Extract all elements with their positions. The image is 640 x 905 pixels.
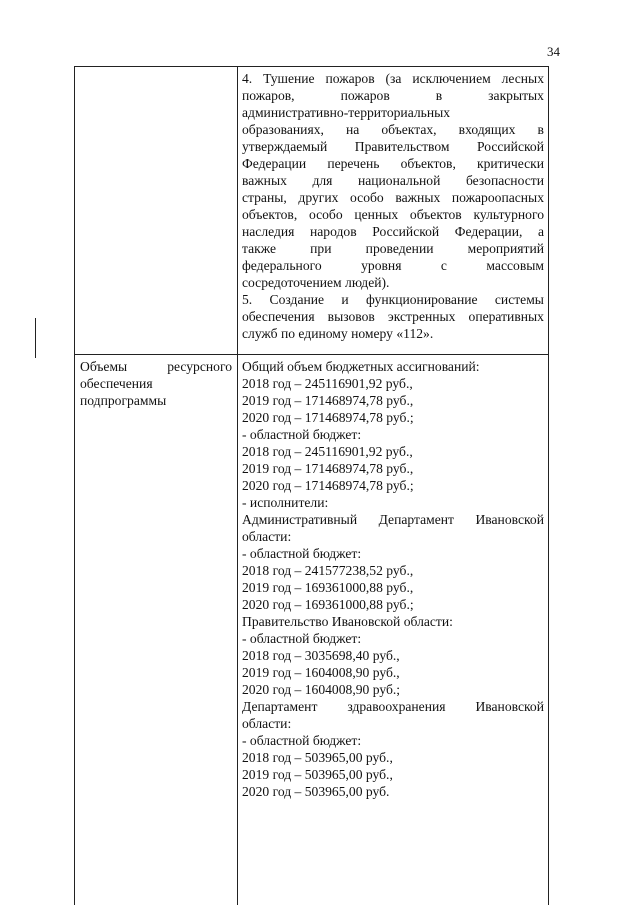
text-line: 2019 год – 169361000,88 руб.,	[242, 580, 414, 595]
text-line: сосредоточением людей).	[242, 275, 390, 290]
text-line: - областной бюджет:	[242, 546, 362, 561]
text-line: 2018 год – 503965,00 руб.,	[242, 750, 393, 765]
text-line: области:	[242, 529, 292, 544]
text-line: Объемы ресурсного	[80, 359, 232, 374]
text-line: Федерации перечень объектов, критически	[242, 156, 544, 171]
table-right-border	[548, 66, 549, 905]
text-line: страны, других особо важных пожароопасных	[242, 190, 544, 205]
table-top-border	[74, 66, 549, 67]
text-line: 2019 год – 1604008,90 руб.,	[242, 665, 400, 680]
text-line: 2020 год – 503965,00 руб.	[242, 784, 390, 799]
text-line: - областной бюджет:	[242, 631, 362, 646]
text-line: Общий объем бюджетных ассигнований:	[242, 359, 480, 374]
text-line: Правительство Ивановской области:	[242, 614, 453, 629]
text-line: федерального уровня с массовым	[242, 258, 544, 273]
text-line: утверждаемый Правительством Российской	[242, 139, 544, 154]
text-line: 5. Создание и функционирование системы	[242, 292, 544, 307]
text-line: 2018 год – 245116901,92 руб.,	[242, 444, 413, 459]
item-4-fire-fighting	[242, 70, 544, 291]
text-line: административно-территориальных	[242, 105, 451, 120]
text-line: объектов, особо ценных объектов культурного	[242, 207, 544, 222]
row2-left-cell-resource-volumes	[80, 358, 232, 409]
item-5-system-112	[242, 291, 544, 342]
text-line: наследия народов Российской Федерации, а	[242, 224, 544, 239]
text-line: Административный Департамент Ивановской	[242, 512, 544, 527]
text-line: - областной бюджет:	[242, 427, 362, 442]
text-line: 2018 год – 3035698,40 руб.,	[242, 648, 400, 663]
text-line: обеспечения вызовов экстренных оперативных	[242, 309, 544, 324]
text-line: 2018 год – 241577238,52 руб.,	[242, 563, 414, 578]
text-line: образованиях, на объектах, входящих в	[242, 122, 544, 137]
text-line: 2019 год – 171468974,78 руб.,	[242, 461, 414, 476]
text-line: подпрограммы	[80, 393, 167, 408]
text-line: 2018 год – 245116901,92 руб.,	[242, 376, 413, 391]
table-left-border	[74, 66, 75, 905]
text-line: служб по единому номеру «112».	[242, 326, 434, 341]
text-line: - исполнители:	[242, 495, 329, 510]
row2-right-cell-budget	[242, 358, 544, 800]
text-line: важных для национальной безопасности	[242, 173, 544, 188]
table-row-divider	[74, 354, 549, 355]
text-line: - областной бюджет:	[242, 733, 362, 748]
document-table	[74, 66, 549, 905]
text-line: 2020 год – 169361000,88 руб.;	[242, 597, 414, 612]
text-line: также при проведении мероприятий	[242, 241, 544, 256]
text-line: 2020 год – 171468974,78 руб.;	[242, 478, 414, 493]
margin-mark	[35, 318, 36, 358]
text-line: области:	[242, 716, 292, 731]
text-line: 2019 год – 503965,00 руб.,	[242, 767, 393, 782]
text-line: 4. Тушение пожаров (за исключением лесных	[242, 71, 544, 86]
text-line: Департамент здравоохранения Ивановской	[242, 699, 544, 714]
table-column-divider	[237, 66, 238, 905]
text-line: 2020 год – 171468974,78 руб.;	[242, 410, 414, 425]
row1-right-cell	[242, 70, 544, 342]
text-line: пожаров, пожаров в закрытых	[242, 88, 544, 103]
page-number: 34	[547, 44, 560, 59]
text-line: 2019 год – 171468974,78 руб.,	[242, 393, 414, 408]
text-line: 2020 год – 1604008,90 руб.;	[242, 682, 401, 697]
text-line: обеспечения	[80, 376, 153, 391]
